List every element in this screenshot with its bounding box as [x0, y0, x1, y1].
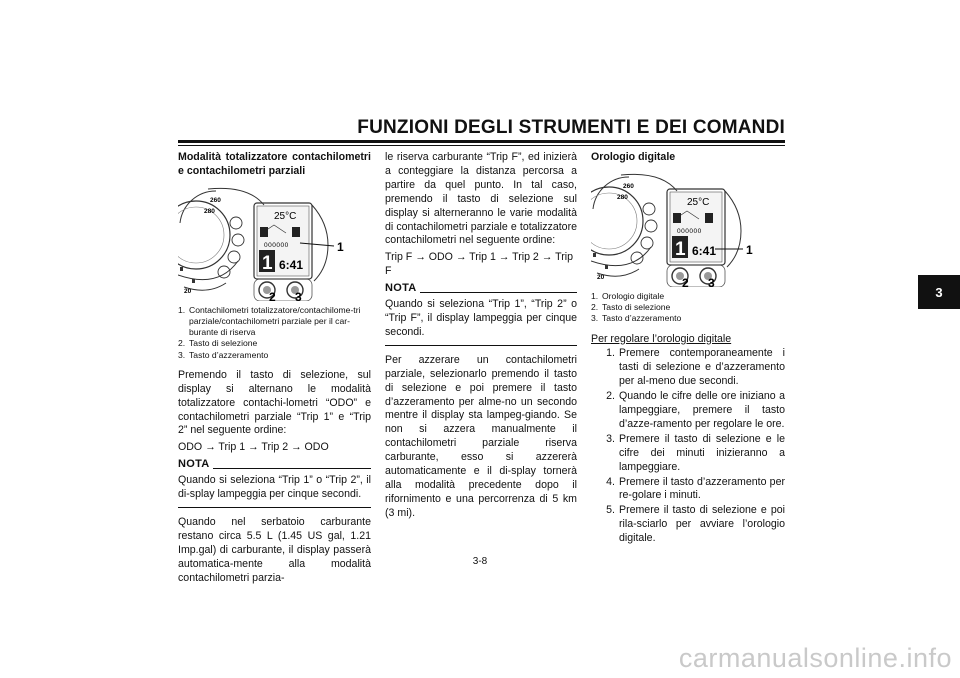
list-item: 2. Quando le cifre delle ore iniziano a lampeggiare, premere il tasto d’azze-ramento per regolare le ore. [606, 390, 785, 430]
nota-header [385, 282, 577, 296]
section-title-odometer: Modalità totalizzatore contachilometri e contachilometri parziali [178, 151, 371, 177]
watermark-text[interactable]: carmanualsonline.info [678, 643, 952, 673]
column-1 [178, 151, 371, 589]
caption-item: 1. Orologio digitale [591, 290, 665, 301]
mode-sequence: ODO → Trip 1 → Trip 2 → ODO [178, 441, 329, 454]
nota-divider [178, 507, 371, 508]
caption-item: 3. Tasto d’azzeramento [591, 313, 682, 324]
warning-light-icon [232, 234, 244, 246]
nota-text: Quando si seleziona “Trip 1” o “Trip 2”, il di-splay lampeggia per cinque secondi. [178, 474, 371, 501]
callout-3: 3 [708, 275, 715, 287]
callout-3: 3 [295, 289, 302, 301]
subheading-set-clock: Per regolare l’orologio digitale [591, 332, 732, 345]
figure-instrument-panel-odometer [178, 183, 371, 301]
page-header-title: FUNZIONI DEGLI STRUMENTI E DEI COMANDI [357, 117, 785, 138]
dial-label-20: 20 [184, 287, 192, 295]
caption-item: 2. Tasto di selezione [178, 338, 258, 349]
warning-light-icon [643, 203, 655, 215]
nota-divider [385, 345, 577, 346]
warning-light-icon [230, 217, 242, 229]
chapter-tab[interactable]: 3 [918, 275, 960, 309]
warning-light-icon [645, 220, 657, 232]
dial-label-280: 280 [204, 207, 215, 215]
paragraph: Premendo il tasto di selezione, sul display si alternano le modalità totalizzatore contachi-lometri “ODO” e contachilometri parziale “Trip 1” e “Trip 2” nel seguente ordine: [178, 368, 371, 437]
figure-instrument-panel-clock [591, 169, 784, 287]
dial-label-260: 260 [623, 182, 634, 190]
list-item: 1. Premere contemporaneamente i tasti di selezione e d’azzeramento per al-meno due secondi. [606, 347, 785, 388]
callout-2: 2 [269, 289, 276, 301]
warning-light-icon [218, 266, 230, 278]
lcd-odometer: 000000 [677, 227, 702, 235]
caption-item: 1. Contachilometri totalizzatore/contachilome-tri parziale/contachilometri parziale per il car-burante di riserva [178, 304, 361, 338]
list-item: 5. Premere il tasto di selezione e poi rila-sciarlo per avviare l’orologio digitale. [606, 504, 785, 545]
lcd-clock: 6:41 [692, 243, 717, 258]
instrument-panel-illustration [178, 183, 371, 301]
lcd-temperature: 25°C [687, 196, 710, 208]
warning-light-icon [641, 237, 653, 249]
paragraph: Quando nel serbatoio carburante restano circa 5.5 L (1.45 US gal, 1.21 Imp.gal) di carburante, il display passerà automatica-mente alla modalità contachilometri parzia- [178, 515, 371, 584]
callout-1: 1 [337, 239, 344, 254]
dial-label-260: 260 [210, 196, 221, 204]
callout-1: 1 [746, 242, 753, 257]
warning-light-icon [228, 251, 240, 263]
paragraph: Per azzerare un contachilometri parziale, selezionarlo premendo il tasto di selezione e poi premere il tasto d’azzeramento per alme-no un secondo mentre il display sta lampeg-giando. Se non si azzera manualmente il contachilometri parziale riserva carburante, esso si azzererà automaticamente e il di-splay tornerà alla modalità precedente dopo il rifornimento e una percorrenza di 5 km (3 mi). [385, 353, 577, 519]
column-2 [385, 151, 577, 524]
paragraph: le riserva carburante “Trip F”, ed inizierà a conteggiare la distanza percorsa a partire da quel punto. In tal caso, premendo il tasto di selezione sul display si alterneranno le varie modalità di contachilometri parziale e totalizzatore contachilometri nel seguente ordine: [385, 151, 577, 247]
lcd-clock: 6:41 [279, 257, 304, 272]
lcd-odometer: 000000 [264, 241, 289, 249]
caption-item: 2. Tasto di selezione [591, 302, 671, 313]
lcd-trip-digit: 1 [262, 252, 273, 274]
lcd-temperature: 25°C [274, 210, 297, 222]
page-number: 3-8 [472, 556, 488, 567]
section-title-clock: Orologio digitale [591, 151, 676, 163]
warning-light-icon [631, 252, 643, 264]
nota-label: NOTA [178, 458, 210, 471]
mode-sequence: Trip F → ODO → Trip 1 → Trip 2 → Trip F [385, 251, 573, 278]
figure-captions [591, 291, 785, 325]
figure-captions [178, 305, 371, 361]
caption-item: 3. Tasto d’azzeramento [178, 349, 269, 360]
nota-header [178, 458, 371, 472]
lcd-trip-digit: 1 [675, 238, 686, 260]
nota-text: Quando si seleziona “Trip 1”, “Trip 2” o “Trip F”, il display lampeggia per cinque secondi. [385, 298, 577, 338]
instrument-panel-illustration [591, 169, 784, 287]
header-rule-thin [178, 145, 785, 146]
callout-2: 2 [682, 275, 689, 287]
dial-label-20: 20 [597, 273, 605, 281]
list-item: 4. Premere il tasto d’azzeramento per re-golare i minuti. [606, 475, 785, 502]
header-rule-thick [178, 140, 785, 143]
column-3 [591, 151, 785, 547]
nota-label: NOTA [385, 282, 417, 295]
list-item: 3. Premere il tasto di selezione e le cifre dei minuti inizieranno a lampeggiare. [606, 432, 785, 473]
dial-label-280: 280 [617, 193, 628, 201]
